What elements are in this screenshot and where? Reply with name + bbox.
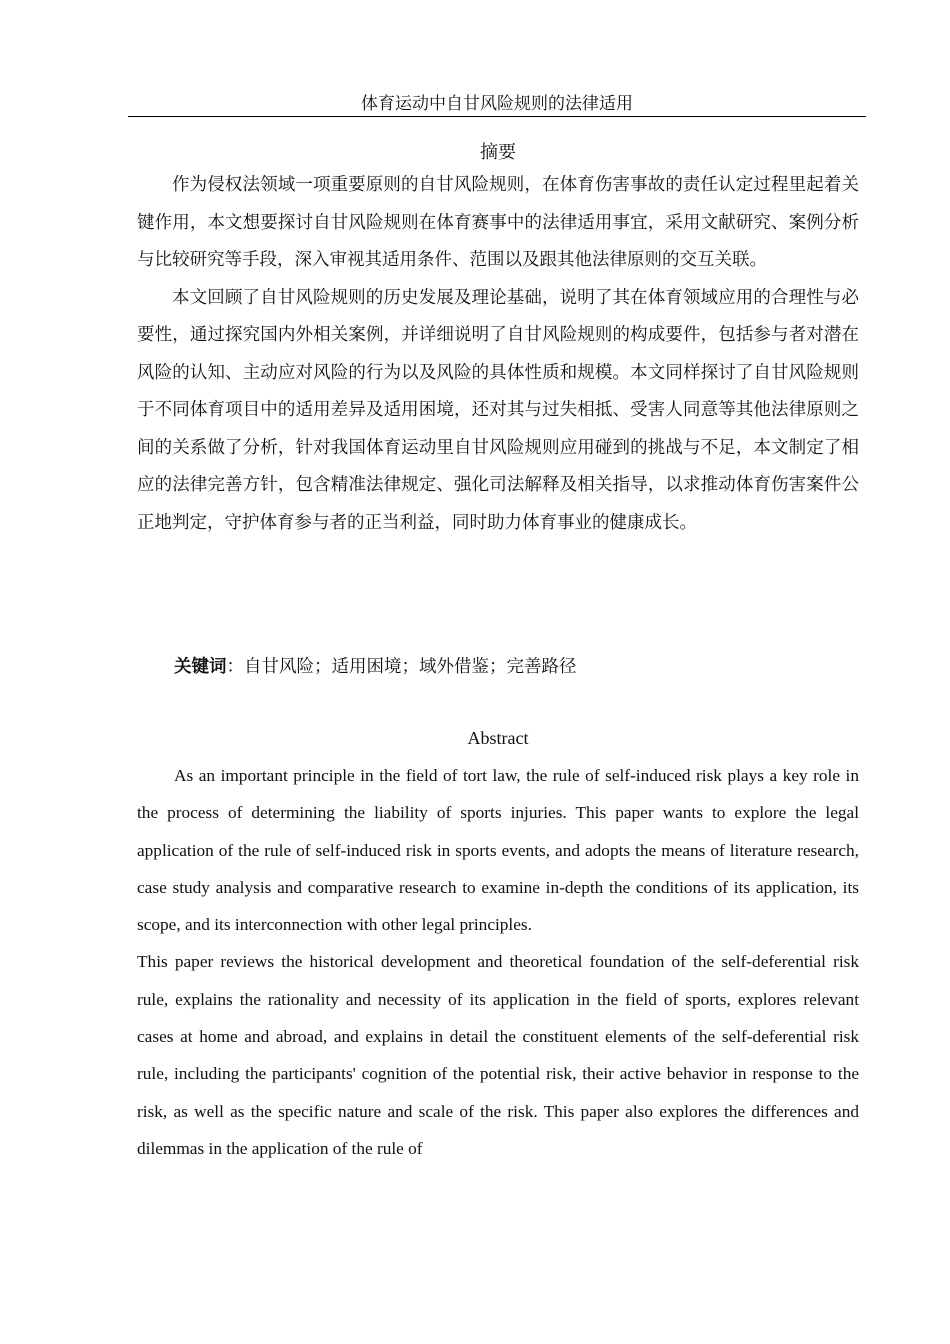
abstract-zh-paragraph-1: 作为侵权法领域一项重要原则的自甘风险规则，在体育伤害事故的责任认定过程里起着关键作用，本文想要探讨自甘风险规则在体育赛事中的法律适用事宜，采用文献研究、案例分析与比较研究等手段，深入审视其适用条件、范围以及跟其他法律原则的交互关联。: [137, 175, 859, 270]
abstract-en-paragraph-2: This paper reviews the historical development and theoretical foundation of the self-deferential risk rule, explains the rationality and necessity of its application in the field of sports, explores relevant cases at home and abroad, and explains in detail the constituent elements of the self-deferential risk rule, including the participants' cognition of the potential risk, their active behavior in response to the risk, as well as the specific nature and scale of the risk. This paper also explores the differences and dilemmas in the application of the rule of: [137, 952, 859, 1158]
keywords-separator: ：: [226, 657, 244, 677]
abstract-en-body: [137, 757, 859, 1167]
abstract-zh-paragraph-2: 本文回顾了自甘风险规则的历史发展及理论基础，说明了其在体育领域应用的合理性与必要性，通过探究国内外相关案例，并详细说明了自甘风险规则的构成要件，包括参与者对潜在风险的认知、主动应对风险的行为以及风险的具体性质和规模。本文同样探讨了自甘风险规则于不同体育项目中的适用差异及适用困境，还对其与过失相抵、受害人同意等其他法律原则之间的关系做了分析，针对我国体育运动里自甘风险规则应用碰到的挑战与不足，本文制定了相应的法律完善方针，包含精准法律规定、强化司法解释及相关指导，以求推动体育伤害案件公正地判定，守护体育参与者的正当利益，同时助力体育事业的健康成长。: [137, 287, 859, 533]
keywords-line: [174, 652, 577, 682]
abstract-zh-body: [137, 167, 859, 542]
abstract-zh-title: 摘要: [480, 142, 516, 163]
running-header: 体育运动中自甘风险规则的法律适用: [128, 92, 866, 117]
keywords-values: 自甘风险；适用困境；域外借鉴；完善路径: [244, 657, 577, 677]
abstract-en-title: Abstract: [467, 728, 529, 748]
keywords-label: 关键词: [174, 657, 227, 677]
abstract-en-paragraph-1: As an important principle in the field of tort law, the rule of self-induced risk plays a key role in the process of determining the liability of sports injuries. This paper wants to explore the legal application of the rule of self-induced risk in sports events, and adopts the means of literature research, case study analysis and comparative research to examine in-depth the conditions of its application, its scope, and its interconnection with other legal principles.: [137, 766, 859, 935]
